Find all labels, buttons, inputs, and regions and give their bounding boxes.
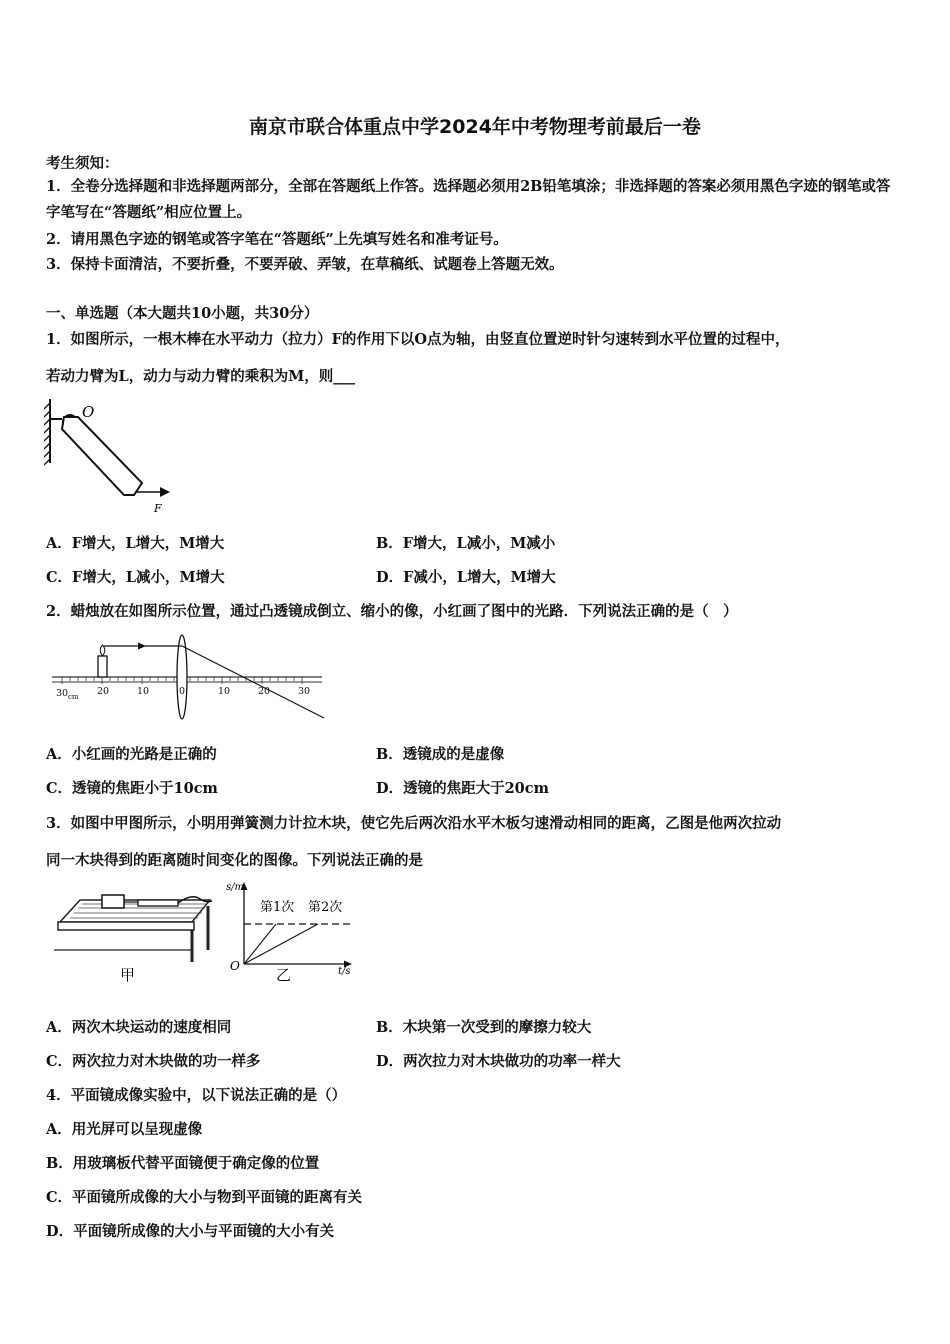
q1-stem-line2: 若动力臂为L，动力与动力臂的乘积为M，则___ <box>46 368 355 385</box>
series-2-line <box>244 924 318 964</box>
q4-option-a: A．用光屏可以呈现虚像 <box>46 1121 203 1138</box>
q1-option-d: D．F减小，L增大，M增大 <box>376 569 556 586</box>
q1-option-c: C．F增大，L减小，M增大 <box>46 569 225 586</box>
page-title: 南京市联合体重点中学2024年中考物理考前最后一卷 <box>249 116 701 138</box>
q3-option-b: B．木块第一次受到的摩擦力较大 <box>376 1019 592 1036</box>
tick-label-20-right: 20 <box>258 686 271 697</box>
q1-stem-line1: 1．如图所示，一根木棒在水平动力（拉力）F的作用下以O点为轴，由竖直位置逆时针匀速转到水平位置的过程中， <box>46 331 790 348</box>
tick-label-0: 0 <box>179 686 186 697</box>
tabletop <box>60 900 210 922</box>
series-1-label: 第1次 <box>260 900 295 915</box>
q2-option-c: C．透镜的焦距小于10cm <box>46 780 218 797</box>
force-label: F <box>154 502 162 515</box>
q3-table-figure-jia <box>50 878 225 986</box>
q4-option-c: C．平面镜所成像的大小与物到平面镜的距离有关 <box>46 1189 363 1206</box>
notice-item-3: 3．保持卡面清洁，不要折叠，不要弄破、弄皱，在草稿纸、试题卷上答题无效。 <box>46 256 564 273</box>
wooden-rod <box>62 417 142 495</box>
q3-option-a: A．两次木块运动的速度相同 <box>46 1019 232 1036</box>
y-axis-label: s/m <box>226 882 244 893</box>
tick-unit-label: cm <box>68 693 79 701</box>
q3-distance-time-graph <box>222 876 362 986</box>
series-2-label: 第2次 <box>308 900 343 915</box>
tick-label-10-left: 10 <box>137 686 150 697</box>
q3-option-d: D．两次拉力对木块做功的功率一样大 <box>376 1053 621 1070</box>
q2-option-d: D．透镜的焦距大于20cm <box>376 780 549 797</box>
x-axis-label: t/s <box>338 966 351 977</box>
candle-icon <box>98 656 107 677</box>
q4-option-d: D．平面镜所成像的大小与平面镜的大小有关 <box>46 1223 335 1240</box>
fig-jia-label: 甲 <box>120 966 136 984</box>
tick-label-30-right: 30 <box>298 686 311 697</box>
spring-scale-icon <box>138 900 178 906</box>
q3-option-c: C．两次拉力对木块做的功一样多 <box>46 1053 261 1070</box>
force-arrowhead-icon <box>160 487 170 497</box>
tick-label-20-left: 20 <box>97 686 110 697</box>
q4-stem: 4．平面镜成像实验中，以下说法正确的是（） <box>46 1087 347 1104</box>
q2-stem: 2．蜡烛放在如图所示位置，通过凸透镜成倒立、缩小的像，小红画了图中的光路．下列说法正确的是（ ） <box>46 603 738 620</box>
q1-option-b: B．F增大，L减小，M减小 <box>376 535 556 552</box>
notice-heading: 考生须知： <box>46 155 119 172</box>
fig-yi-label: 乙 <box>276 966 292 984</box>
table-edge <box>58 922 194 930</box>
series-1-line <box>244 924 276 964</box>
wood-block-icon <box>102 895 124 908</box>
q2-option-b: B．透镜成的是虚像 <box>376 746 505 763</box>
q2-option-a: A．小红画的光路是正确的 <box>46 746 217 763</box>
candle-flame-icon <box>100 645 105 656</box>
origin-label: O <box>230 959 240 973</box>
pivot-label: O <box>82 403 95 421</box>
q3-stem-line2: 同一木块得到的距离随时间变化的图像。下列说法正确的是 <box>46 852 423 869</box>
ray-arrow-icon <box>138 643 146 650</box>
q1-option-a: A．F增大，L增大，M增大 <box>46 535 225 552</box>
notice-item-1: 1．全卷分选择题和非选择题两部分，全部在答题纸上作答。选择题必须用2B铅笔填涂；非选择题的答案必须用黑色字迹的钢笔或答字笔写在“答题纸”相应位置上。 <box>46 178 891 221</box>
notice-item-2: 2．请用黑色字迹的钢笔或答字笔在“答题纸”上先填写姓名和准考证号。 <box>46 231 508 248</box>
tick-label-30-left: 30 <box>56 688 69 699</box>
q1-lever-figure <box>44 395 174 520</box>
tick-label-10-right: 10 <box>218 686 231 697</box>
q3-stem-line1: 3．如图中甲图所示，小明用弹簧测力计拉木块，使它先后两次沿水平木板匀速滑动相同的距离，乙图是他两次拉动 <box>46 815 782 832</box>
q4-option-b: B．用玻璃板代替平面镜便于确定像的位置 <box>46 1155 320 1172</box>
q2-lens-figure <box>46 632 330 724</box>
section-heading: 一、单选题（本大题共10小题，共30分） <box>46 305 319 322</box>
